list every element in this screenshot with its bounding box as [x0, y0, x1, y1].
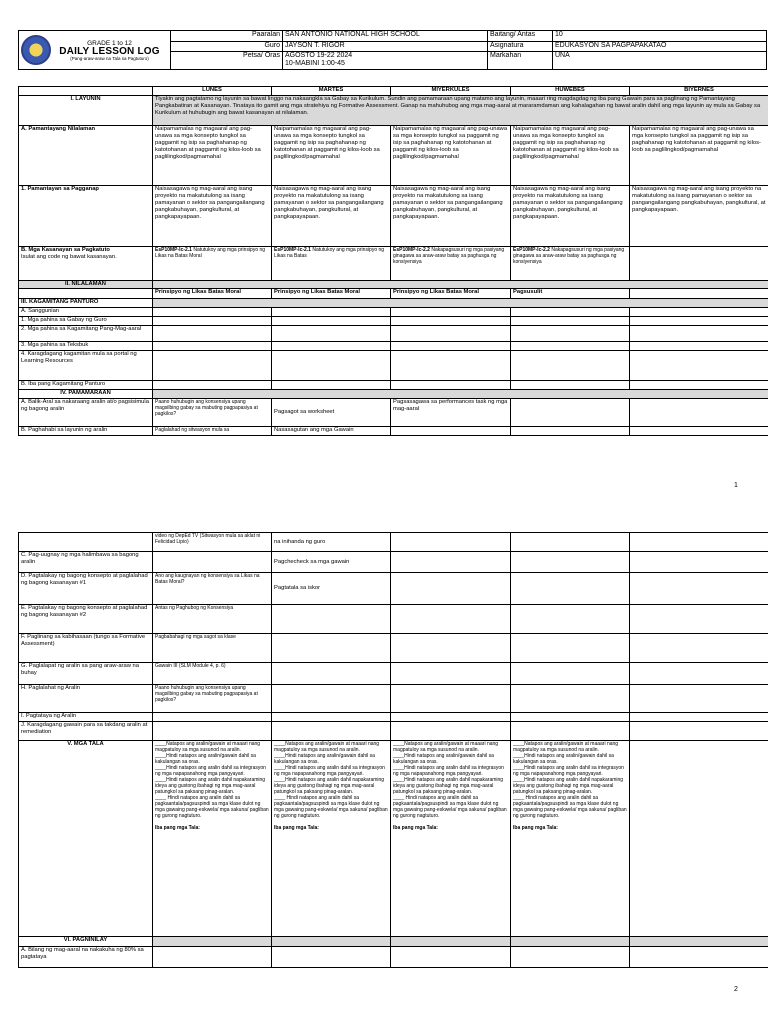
pagninilay-label: VI. PAGNINILAY: [19, 937, 153, 947]
asignatura-label: Asignatura: [488, 42, 553, 52]
paghahabi-miyerkules: [391, 427, 511, 436]
mga-tala-lunes: ____Natapos ang aralin/gawain at maaari nang magpatuloy sa mga susunod na aralin. ____Hindi natapos ang aralin/gawain dahil sa kakulangan sa oras. ____Hindi natapos ang aralin dahil sa integrasyon ng mga napapanahong mga pangyayari. ____Hindi natapos ang aralin dahil napakaraming ideya ang gustong ibahagi ng mga mag-aaral patungkol sa paksang pinag-aralan. ____ Hindi natapos ang aralin dahil sa pagkaantala/pagsuspindi sa mga klase dulot ng mga gawaing pang-eskwela/ mga sakuna/ pagliban ng gurong nagtuturo. Iba pang mga Tala:: [153, 741, 272, 937]
pamantayan-pagganap-martes: Naisasagawa ng mag-aaral ang isang proyekto na makatutulong sa isang pamayanan o sektor sa pangangailangang pangkabuhayan, pangkultural, at pangkapayapaan.: [272, 186, 391, 247]
konsepto-1-label: D. Pagtalakay ng bagong konsepto at paglalahad ng bagong kasanayan #1: [19, 573, 153, 605]
balik-aral-miyerkules: Pagsasagawa sa performances task ng mga mag-aaral: [391, 399, 511, 427]
kabihasaan-lunes: Pagbabahagi ng mga sagot sa klase: [153, 634, 272, 663]
pamantayan-pagganap-label: 1. Pamantayan sa Pagganap: [19, 186, 153, 247]
nilalaman-lunes: Prinsipyo ng Likas Batas Moral: [153, 289, 272, 299]
mga-tala-label: V. MGA TALA: [19, 741, 153, 937]
balik-aral-lunes: Paano huhubugin ang konsensiya upang magsilbing gabay sa mabuting pagpapasiya at pagkilos?: [153, 399, 272, 427]
konsepto-1-martes: Pagtatala sa iskor: [272, 573, 391, 605]
balik-aral-martes: Pagsagot sa worksheet: [272, 399, 391, 427]
paglalahat-label: H. Paglalahat ng Aralin: [19, 685, 153, 713]
day-header-lunes: LUNES: [153, 87, 272, 96]
paghahabi-label: B. Paghahabi sa layunin ng aralin: [19, 427, 153, 436]
kasanayan-biyernes: [630, 247, 768, 281]
day-header-martes: MARTES: [272, 87, 391, 96]
dll-title: DAILY LESSON LOG: [59, 45, 160, 57]
pamantayang-nilalaman-lunes: Naipamamalas ng magaaral ang pag-unawa sa mga konsepto tungkol sa paggamit ng isip sa paghahanap ng katotohanan at paggamit ng kilos-loob sa paglilingkod/pagmamahal: [153, 126, 272, 186]
balik-aral-label: A. Balik-Aral sa nakaraang aralin at/o pagsisimula ng bagong aralin: [19, 399, 153, 427]
pamantayan-pagganap-huwebes: Naisasagawa ng mag-aaral ang isang proyekto na makatutulong sa isang pamayanan o sektor sa pangangailangang pangkabuhayan, pangkultural, at pangkapayapaan.: [511, 186, 630, 247]
lesson-table-page-2: [18, 532, 768, 968]
nilalaman-huwebes: Pagsusulit: [511, 289, 630, 299]
pag-uugnay-label: C. Pag-uugnay ng mga halimbawa sa bagong aralin: [19, 552, 153, 573]
asignatura-value: EDUKASYON SA PAGPAPAKATAO: [553, 42, 767, 52]
balik-aral-huwebes: [511, 399, 630, 427]
pagtataya-label: I. Pagtataya ng Aralin: [19, 713, 153, 722]
paghahabi-biyernes: [630, 427, 768, 436]
petsa-value: [283, 52, 488, 70]
baitang-value: 10: [553, 31, 767, 42]
kagamitang-label: III. KAGAMITANG PANTURO: [19, 299, 153, 308]
deped-seal-icon: [21, 35, 51, 65]
kagamitang-mag-aaral-label: 2. Mga pahina sa Kagamitang Pang-Mag-aaral: [19, 326, 153, 342]
pamantayang-nilalaman-biyernes: Naipamamalas ng magaaral ang pag-unawa sa mga konsepto tungkol sa paggamit ng isip sa paghahanap ng katotohanan at paggamit ng kilos-loob sa paglilingkod/pagmamahal: [630, 126, 768, 186]
page-2: [0, 512, 768, 1024]
konsepto-1-lunes: Ano ang kaugnayan ng konsensiya sa Likas na Batas Moral?: [153, 573, 272, 605]
nilalaman-label: II. NILALAMAN: [19, 281, 153, 289]
kasanayan-miyerkules: EsP10MP-Ic-2.2 Nakapagsusuri ng mga pasiyang ginagawa sa araw-araw batay sa paghusga ng konsiyensiya: [391, 247, 511, 281]
grade-label: GRADE 1 to 12: [87, 39, 132, 47]
kasanayan-huwebes: EsP10MP-Ic-2.2 Nakapagsusuri ng mga pasiyang ginagawa sa araw-araw batay sa paghusga ng konsiyensiya: [511, 247, 630, 281]
petsa-section-time: 10-MABINI 1:00-45: [285, 60, 345, 67]
pamantayang-nilalaman-martes: Naipamamalas ng magaaral ang pag-unawa sa mga konsepto tungkol sa paggamit ng isip sa paghahanap ng katotohanan at paggamit ng kilos-loob sa paglilingkod/pagmamahal: [272, 126, 391, 186]
nilalaman-martes: Prinsipyo ng Likas Batas Moral: [272, 289, 391, 299]
takdang-aralin-label: J. Karagdagang gawain para sa takdang aralin at remediation: [19, 722, 153, 741]
balik-aral-biyernes: [630, 399, 768, 427]
paghahabi-huwebes: [511, 427, 630, 436]
day-header-biyernes: BIYERNES: [630, 87, 768, 96]
paghahabi-martes: Nasasagutan ang mga Gawain: [272, 427, 391, 436]
kasanayan-label-cell: [19, 247, 153, 281]
gabay-guro-label: 1. Mga pahina sa Gabay ng Guro: [19, 317, 153, 326]
paghahabi-cont-martes: na inihanda ng guro: [272, 533, 391, 552]
paaralan-label: Paaralan: [171, 31, 283, 42]
pag-uugnay-martes: Pagchecheck sa mga gawain: [272, 552, 391, 573]
petsa-date: AGOSTO 19-22 2024: [285, 52, 353, 59]
dll-subtitle: (Pang-araw-araw na Tala sa Pagtuturo): [70, 55, 149, 61]
pamantayang-nilalaman-label: A. Pamantayang Nilalaman: [19, 126, 153, 186]
baitang-label: Baitang/ Antas: [488, 31, 553, 42]
paghahabi-cont-lunes: video ng DepEd TV (Sitwasyon mula sa aklat ni Felicidad Lipio): [153, 533, 272, 552]
lesson-table-page-1: [18, 86, 768, 436]
paglalapat-label: G. Paglalapat ng aralin sa pang araw-araw na buhay: [19, 663, 153, 685]
kasanayan-label: B. Mga Kasanayan sa Pagkatuto: [21, 247, 110, 253]
paglalapat-lunes: Gawain III (SLM Module 4, p. 6): [153, 663, 272, 685]
kasanayan-lunes: EsP10MP-Ic-2.1 Natutukoy ang mga prinsipyo ng Likas na Batas Moral: [153, 247, 272, 281]
konsepto-2-lunes: Antas ng Paghubog ng Konsensiya: [153, 605, 272, 634]
pamantayan-pagganap-miyerkules: Naisasagawa ng mag-aaral ang isang proyekto na makatutulong sa isang pamayanan o sektor sa pangangailangang pangkabuhayan, pangkultural, at pangkapayapaan.: [391, 186, 511, 247]
layunin-text: Tiyakin ang pagtatamo ng layunin sa bawat linggo na nakaangkla sa Gabay sa Kurikulum. Sundin ang pamamaraan upang matamo ang layunin, maaari ring magdagdag ng iba pang Gawain para sa paglinang ng Pamantayang Pangkabatiran at Kasanayan. Tinataya ito gamit ang mga stratehiya ng Formative Assessment. Ganap na mahuhubog ang mga mag-aaral at mararamdaman ang kahalagahan ng bawat aralin dahil ang mga layunin ay mula sa Gabay sa Kurikulum at huhubugin ang bawat kasanayan at nilalaman.: [153, 96, 768, 126]
markahan-value: UNA: [553, 52, 767, 70]
pagninilay-a-label: A. Bilang ng mag-aaral na nakakuha ng 80% sa pagtataya: [19, 947, 153, 968]
day-header-huwebes: HUWEBES: [511, 87, 630, 96]
paaralan-value: SAN ANTONIO NATIONAL HIGH SCHOOL: [283, 31, 488, 42]
page-number-1: 1: [734, 482, 738, 489]
konsepto-2-label: E. Pagtalakay ng bagong konsepto at paglalahad ng bagong kasanayan #2: [19, 605, 153, 634]
nilalaman-miyerkules: Prinsipyo ng Likas Batas Moral: [391, 289, 511, 299]
pamantayang-nilalaman-huwebes: Naipamamalas ng magaaral ang pag-unawa sa mga konsepto tungkol sa paggamit ng isip sa paghahanap ng katotohanan at paggamit ng kilos-loob sa paglilingkod/pagmamahal: [511, 126, 630, 186]
layunin-label: I. LAYUNIN: [19, 96, 153, 126]
page-number-2: 2: [734, 986, 738, 993]
kasanayan-martes: EsP10MP-Ic-2.1 Natutukoy ang mga prinsipyo ng Likas na Batas: [272, 247, 391, 281]
pamamaraan-label: IV. PAMAMARAAN: [19, 390, 153, 399]
header-table: [18, 30, 767, 70]
iba-kagamitang-label: B. Iba pang Kagamitang Panturo: [19, 381, 153, 390]
guro-value: JAYSON T. RIGOR: [283, 42, 488, 52]
mga-tala-miyerkules: ____Natapos ang aralin/gawain at maaari nang magpatuloy sa mga susunod na aralin. ____Hindi natapos ang aralin/gawain dahil sa kakulangan sa oras. ____Hindi natapos ang aralin dahil sa integrasyon ng mga napapanahong mga pangyayari. ____Hindi natapos ang aralin dahil napakaraming ideya ang gustong ibahagi ng mga mag-aaral patungkol sa paksang pinag-aralan. ____ Hindi natapos ang aralin dahil sa pagkaantala/pagsuspindi sa mga klase dulot ng mga gawaing pang-eskwela/ mga sakuna/ pagliban ng gurong nagtuturo. Iba pang mga Tala:: [391, 741, 511, 937]
guro-label: Guro: [171, 42, 283, 52]
learning-resources-label: 4. Karagdagang kagamitan mula sa portal ng Learning Resources: [19, 351, 153, 381]
pamantayang-nilalaman-miyerkules: Naipamamalas ng magaaral ang pag-unawa sa mga konsepto tungkol sa paggamit ng isip sa paghahanap ng katotohanan at paggamit ng kilos-loob sa paglilingkod/pagmamahal: [391, 126, 511, 186]
mga-tala-biyernes: [630, 741, 768, 937]
header-logo-cell: [19, 31, 171, 70]
sanggunian-label: A. Sanggunian: [19, 308, 153, 317]
kabihasaan-label: F. Paglinang sa kabihasaan (tungo sa Formative Assessment): [19, 634, 153, 663]
petsa-label: Petsa/ Oras: [171, 52, 283, 70]
kasanayan-sublabel: Isulat ang code ng bawat kasanayan.: [21, 254, 117, 260]
mga-tala-huwebes: ____Natapos ang aralin/gawain at maaari nang magpatuloy sa mga susunod na aralin. ____Hindi natapos ang aralin/gawain dahil sa kakulangan sa oras. ____Hindi natapos ang aralin dahil sa integrasyon ng mga napapanahong mga pangyayari. ____Hindi natapos ang aralin dahil napakaraming ideya ang gustong ibahagi ng mga mag-aaral patungkol sa paksang pinag-aralan. ____ Hindi natapos ang aralin dahil sa pagkaantala/pagsuspindi sa mga klase dulot ng mga gawaing pang-eskwela/ mga sakuna/ pagliban ng gurong nagtuturo. Iba pang mga Tala:: [511, 741, 630, 937]
paglalahat-lunes: Paano huhubugin ang konsensiya upang magsilbing gabay sa mabuting pagpapasiya at pagkilos?: [153, 685, 272, 713]
pamantayan-pagganap-lunes: Naisasagawa ng mag-aaral ang isang proyekto na makatutulong sa isang pamayanan o sektor sa pangangailangang pangkabuhayan, pangkultural, at pangkapayapaan.: [153, 186, 272, 247]
markahan-label: Markahan: [488, 52, 553, 70]
pamantayan-pagganap-biyernes: Naisasagawa ng mag-aaral ang isang proyekto na makatutulong sa isang pamayanan o sektor sa pangangailangang pangkabuhayan, pangkultural, at pangkapayapaan.: [630, 186, 768, 247]
teksbuk-label: 3. Mga pahina sa Teksbuk: [19, 342, 153, 351]
nilalaman-biyernes: [630, 289, 768, 299]
paghahabi-lunes: Paglalahad ng sitwasyon mula sa: [153, 427, 272, 436]
mga-tala-martes: ____Natapos ang aralin/gawain at maaari nang magpatuloy sa mga susunod na aralin. ____Hindi natapos ang aralin/gawain dahil sa kakulangan sa oras. ____Hindi natapos ang aralin dahil sa integrasyon ng mga napapanahong mga pangyayari. ____Hindi natapos ang aralin dahil napakaraming ideya ang gustong ibahagi ng mga mag-aaral patungkol sa paksang pinag-aralan. ____ Hindi natapos ang aralin dahil sa pagkaantala/pagsuspindi sa mga klase dulot ng mga gawaing pang-eskwela/ mga sakuna/ pagliban ng gurong nagtuturo. Iba pang mga Tala:: [272, 741, 391, 937]
day-header-miyerkules: MIYERKULES: [391, 87, 511, 96]
